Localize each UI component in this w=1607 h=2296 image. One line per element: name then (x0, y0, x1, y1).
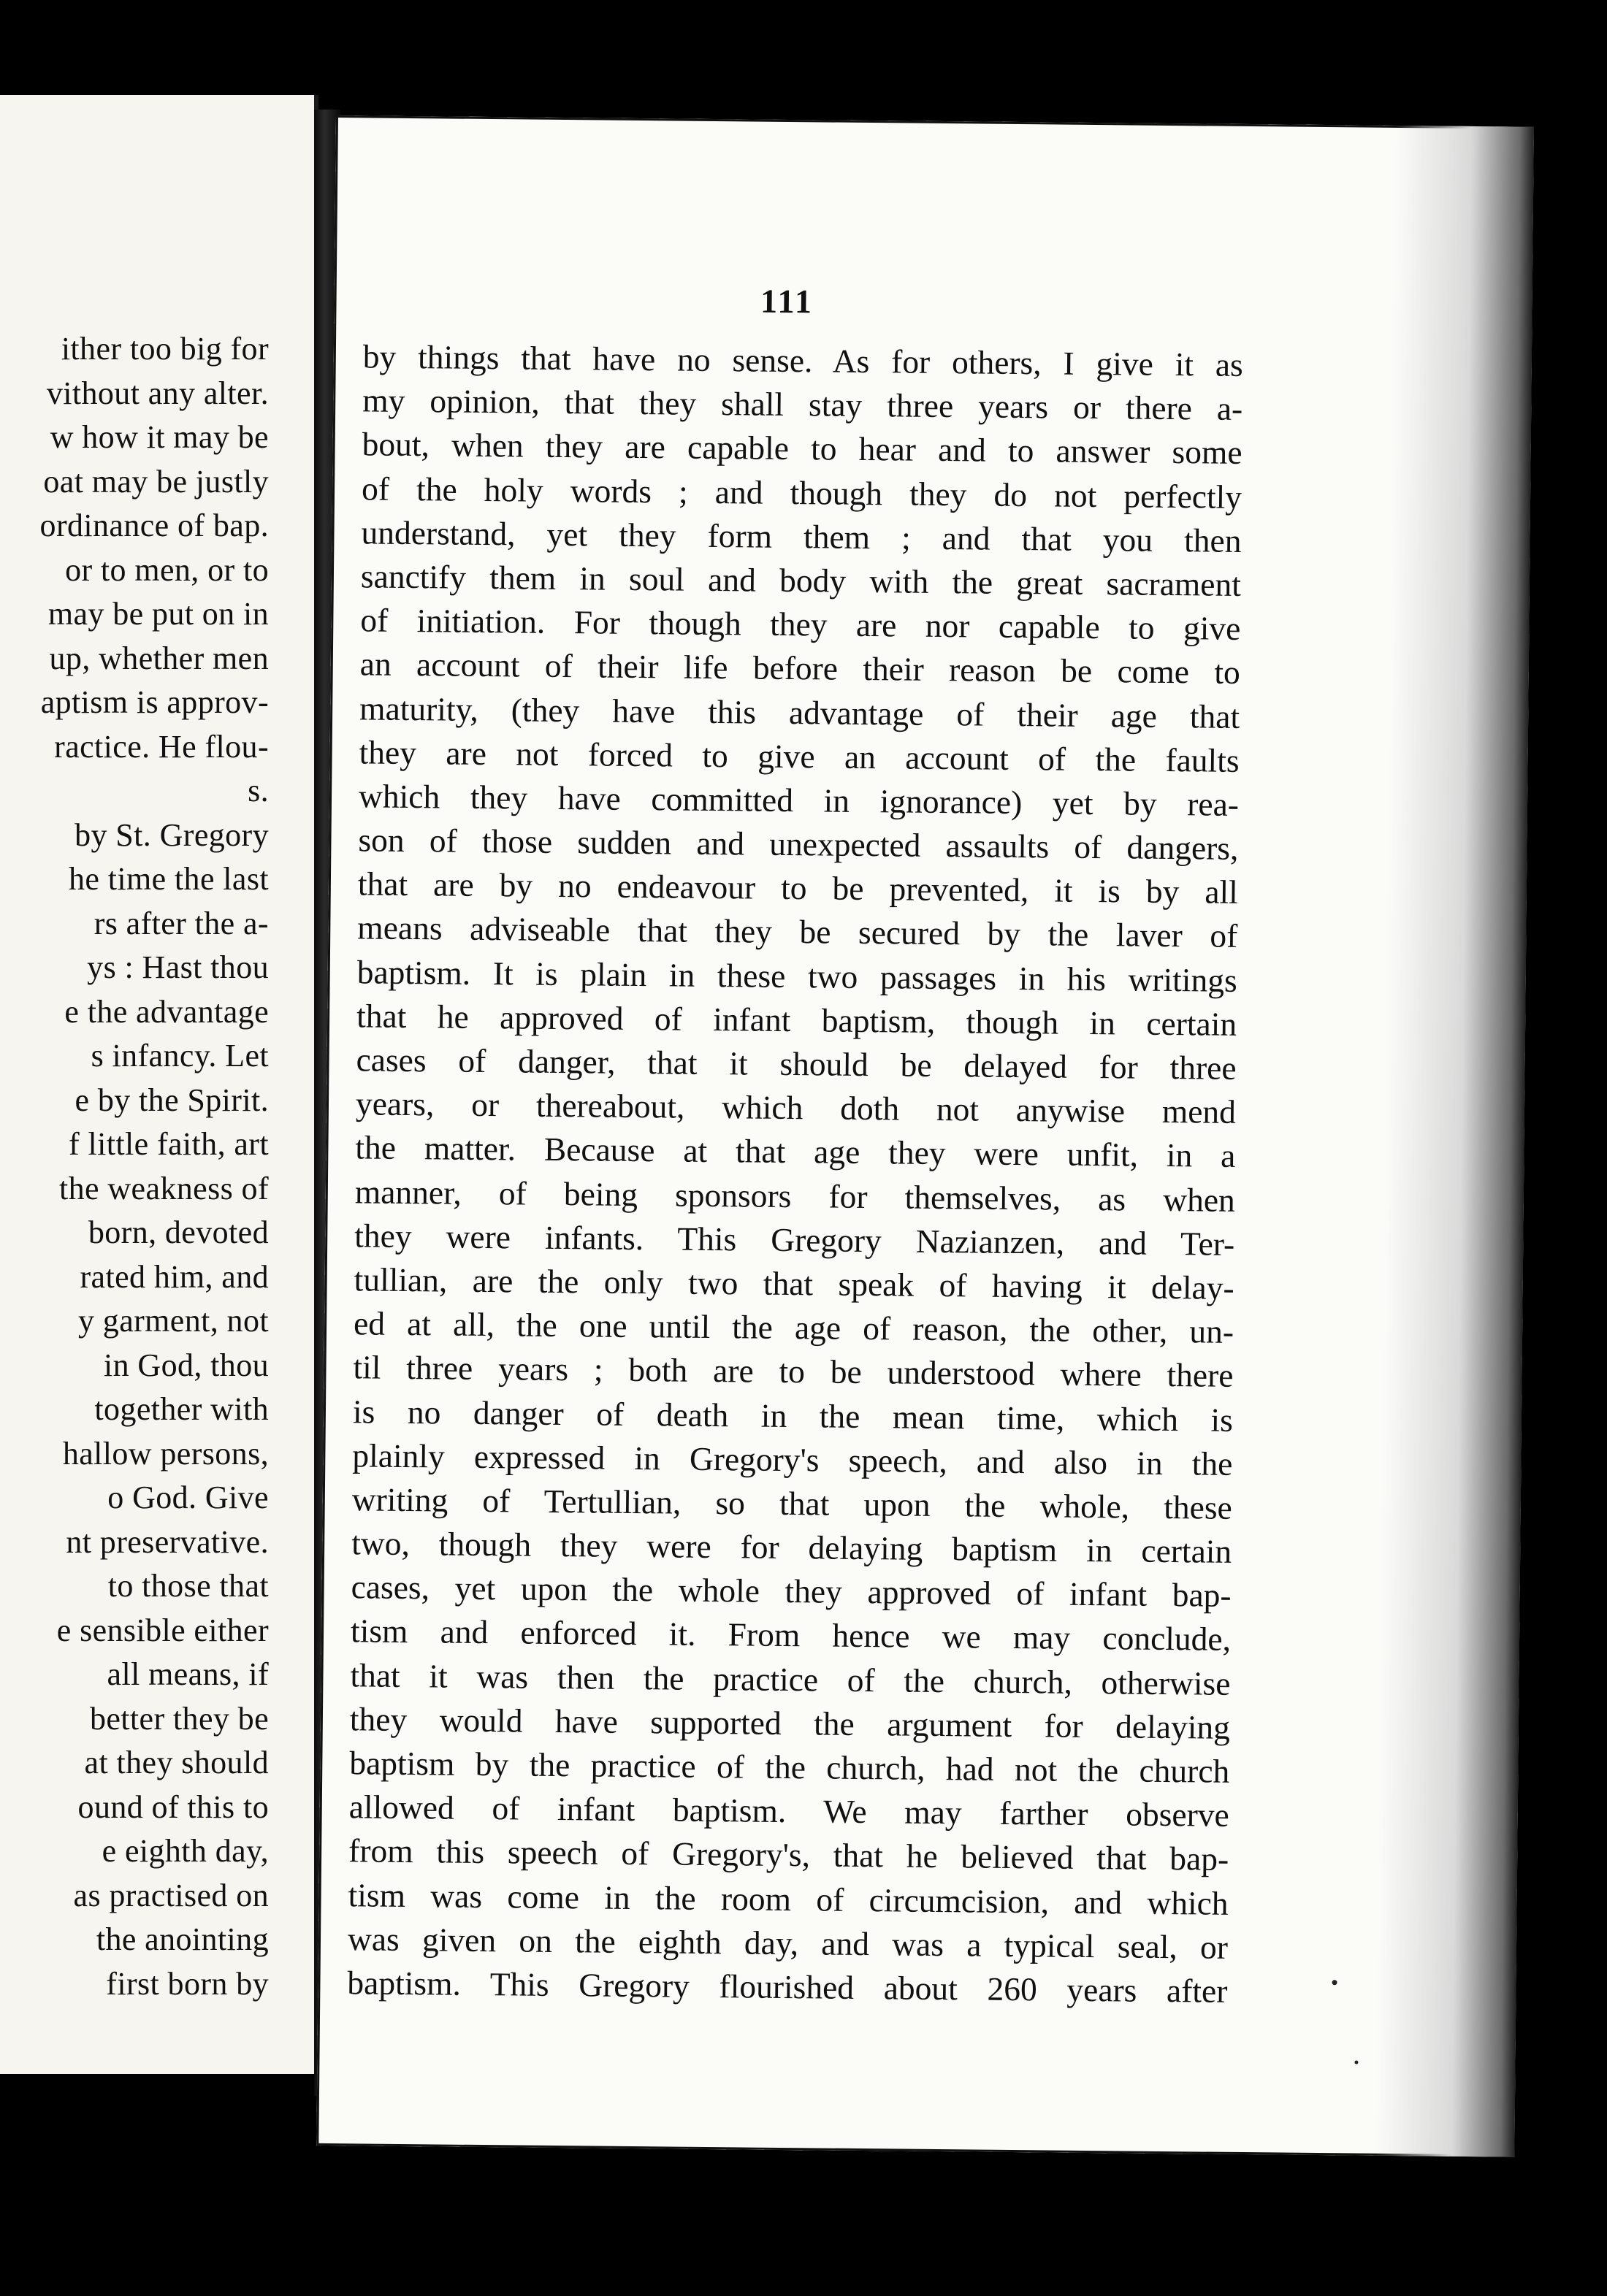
text-line: e sensible either (56, 1612, 269, 1648)
text-line: of initiation. For though they are nor capable to give (360, 601, 1241, 648)
text-line: first born by (106, 1965, 269, 2002)
text-line: born, devoted (88, 1214, 269, 1250)
text-line: rs after the a- (93, 905, 269, 941)
text-line: vithout any alter. (46, 375, 269, 411)
text-line: sanctify them in soul and body with the great sacrament (360, 557, 1242, 603)
text-line: manner, of being sponsors for themselves, as when (354, 1172, 1236, 1219)
text-line: writing of Tertullian, so that upon the whole, these (351, 1480, 1233, 1526)
text-line: they are not forced to give an account of the faults (359, 733, 1240, 779)
text-line: oat may be justly (43, 463, 269, 500)
text-line: baptism. It is plain in these two passages in his writings (356, 952, 1237, 999)
left-page (0, 95, 318, 2074)
text-line: ither too big for (61, 331, 269, 367)
text-line: by St. Gregory (75, 816, 269, 853)
text-line: he time the last (69, 861, 269, 897)
text-line: tullian, are the only two that speak of having it delay- (354, 1260, 1234, 1306)
ink-speck (1332, 1980, 1337, 1985)
text-line: nt preservative. (66, 1523, 269, 1560)
text-line: cases of danger, that it should be delayed for three (356, 1041, 1237, 1087)
text-line: the anointing (96, 1921, 269, 1957)
text-line: s. (248, 773, 269, 808)
left-page-text (0, 327, 269, 2006)
text-line: baptism. This Gregory flourished about 260 years after (347, 1964, 1228, 2010)
text-line: the weakness of (58, 1170, 269, 1206)
text-line: baptism by the practice of the church, had not the church (349, 1744, 1230, 1790)
text-line: is no danger of death in the mean time, which is (352, 1392, 1234, 1439)
text-line: of the holy words ; and though they do not perfectly (361, 469, 1243, 516)
text-line: tism was come in the room of circumcision, and which (348, 1875, 1229, 1922)
text-line: by things that have no sense. As for others, I give it as (362, 337, 1244, 383)
text-line: rated him, and (80, 1258, 269, 1295)
text-line: f little faith, art (69, 1126, 269, 1162)
text-line: two, though they were for delaying baptism in certain (351, 1524, 1232, 1570)
text-line: ys : Hast thou (87, 949, 269, 985)
text-line: that he approved of infant baptism, though in certain (356, 997, 1237, 1043)
right-page (316, 115, 1534, 2157)
text-line: bout, when they are capable to hear and to answer some (362, 425, 1243, 472)
text-line: may be put on in (47, 596, 269, 632)
text-line: til three years ; both are to be understood where there (353, 1348, 1234, 1395)
text-line: as practised on (73, 1877, 269, 1913)
text-line: from this speech of Gregory's, that he believed that bap- (348, 1832, 1229, 1878)
text-line: up, whether men (49, 640, 269, 676)
text-line: all means, if (107, 1656, 269, 1692)
text-line: which they have committed in ignorance) yet by rea- (358, 777, 1240, 823)
text-line: or to men, or to (65, 551, 269, 588)
ink-speck (1354, 2061, 1358, 2065)
text-line: years, or thereabout, which doth not anywise mend (355, 1084, 1237, 1131)
text-line: understand, yet they form them ; and that you then (361, 513, 1242, 559)
text-line: s infancy. Let (91, 1038, 269, 1074)
text-line: aptism is approv- (40, 684, 269, 720)
page-number: 111 (760, 282, 814, 321)
text-line: o God. Give (107, 1480, 269, 1515)
text-line: y garment, not (78, 1303, 269, 1339)
text-line: w how it may be (50, 419, 269, 455)
text-line: allowed of infant baptism. We may farther observe (348, 1788, 1229, 1834)
text-line: plainly expressed in Gregory's speech, and also in the (352, 1436, 1233, 1482)
text-line: means adviseable that they be secured by the laver of (357, 908, 1238, 955)
page-edge-shadow (1375, 126, 1534, 2157)
text-line: at they should (84, 1745, 269, 1780)
text-line: better they be (89, 1700, 269, 1737)
text-line: in God, thou (103, 1347, 269, 1383)
text-line: son of those sudden and unexpected assaults of dangers, (358, 821, 1239, 867)
text-line: hallow persons, (62, 1435, 269, 1472)
text-line: the matter. Because at that age they were unfit, in a (355, 1128, 1236, 1175)
text-line: an account of their life before their reason be come to (359, 645, 1240, 692)
text-line: ed at all, the one until the age of reason, the other, un- (353, 1304, 1234, 1350)
text-line: to those that (107, 1568, 269, 1604)
text-line: together with (94, 1391, 269, 1427)
text-line: was given on the eighth day, and was a typical seal, or (347, 1920, 1229, 1966)
text-line: they were infants. This Gregory Nazianzen, and Ter- (354, 1217, 1235, 1263)
right-page-text (347, 334, 1243, 2013)
text-line: ound of this to (77, 1788, 269, 1825)
text-line: that are by no endeavour to be prevented, it is by all (357, 865, 1239, 911)
text-line: they would have supported the argument for delaying (349, 1700, 1231, 1746)
text-line: e the advantage (64, 993, 269, 1030)
text-line: cases, yet upon the whole they approved of infant bap- (351, 1568, 1232, 1615)
text-line: e by the Spirit. (75, 1082, 269, 1118)
text-line: maturity, (they have this advantage of their age that (359, 689, 1240, 735)
text-line: tism and enforced it. From hence we may conclude, (350, 1612, 1232, 1658)
text-line: e eighth day, (102, 1833, 269, 1869)
text-line: that it was then the practice of the church, otherwise (350, 1656, 1231, 1702)
text-line: ordinance of bap. (39, 508, 269, 543)
text-line: ractice. He flou- (54, 728, 269, 765)
text-line: my opinion, that they shall stay three years or there a- (362, 381, 1243, 428)
